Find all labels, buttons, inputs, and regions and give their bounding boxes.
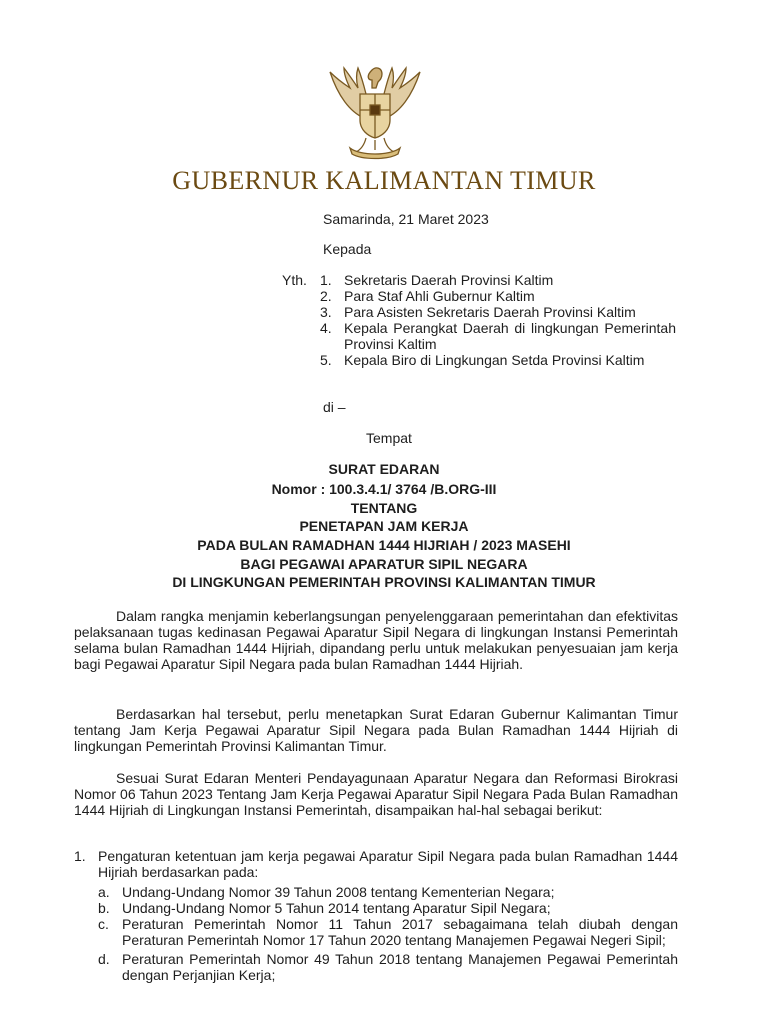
paragraph-text: Sesuai Surat Edaran Menteri Pendayagunaan Aparatur Negara dan Reformasi Birokrasi Nomor 06 Tahun 2023 Tentang Jam Kerja Pegawai Aparatur Sipil Negara Pada Bulan Ramadhan 1444 Hijriah di Lingkungan Instansi Pemerintah, disampaikan hal-hal sebagai berikut:: [74, 770, 678, 818]
list-item: [320, 272, 676, 288]
recipient-list: [320, 272, 676, 368]
body-paragraph-1: [74, 608, 678, 672]
basis-list: [74, 848, 678, 983]
heading-nomor: Nomor : 100.3.4.1/ 3764 /B.ORG-III: [271, 481, 497, 497]
sub-list-text: Undang-Undang Nomor 39 Tahun 2008 tentang Kementerian Negara;: [122, 884, 555, 900]
sub-list-letter: d.: [98, 951, 110, 967]
list-item: [320, 288, 676, 304]
place-date: Samarinda, 21 Maret 2023: [323, 211, 489, 227]
heading-surat-edaran: SURAT EDARAN: [328, 461, 440, 477]
yth-label: Yth.: [282, 272, 307, 288]
heading-subject-3: BAGI PEGAWAI APARATUR SIPIL NEGARA: [240, 556, 528, 572]
sub-list-text: Peraturan Pemerintah Nomor 49 Tahun 2018 tentang Manajemen Pegawai Pemerintah dengan Perjanjian Kerja;: [122, 951, 678, 983]
list-text: Pengaturan ketentuan jam kerja pegawai Aparatur Sipil Negara pada bulan Ramadhan 1444 Hijriah berdasarkan pada:: [98, 848, 678, 880]
list-item: [320, 352, 676, 368]
list-number: 1.: [320, 272, 332, 288]
sub-list-item: [98, 884, 678, 900]
sub-list: [98, 884, 678, 983]
list-text: Kepala Biro di Lingkungan Setda Provinsi Kaltim: [344, 352, 645, 368]
heading-subject-4: DI LINGKUNGAN PEMERINTAH PROVINSI KALIMANTAN TIMUR: [172, 574, 596, 590]
body-paragraph-2: [74, 706, 678, 754]
list-text: Para Asisten Sekretaris Daerah Provinsi Kaltim: [344, 304, 636, 320]
sub-list-item: [98, 900, 678, 916]
list-item: [320, 304, 676, 320]
list-item: [320, 320, 676, 352]
paragraph-text: Dalam rangka menjamin keberlangsungan penyelenggaraan pemerintahan dan efektivitas pelaksanaan tugas kedinasan Pegawai Aparatur Sipil Negara di lingkungan Instansi Pemerintah selama bulan Ramadhan 1444 Hijriah, dipandang perlu untuk melakukan penyesuaian jam kerja bagi Pegawai Aparatur Sipil Negara pada bulan Ramadhan 1444 Hijriah.: [74, 608, 678, 672]
garuda-emblem-icon: [320, 60, 430, 160]
heading-subject-2: PADA BULAN RAMADHAN 1444 HIJRIAH / 2023 MASEHI: [197, 537, 571, 553]
sub-list-text: Peraturan Pemerintah Nomor 11 Tahun 2017 sebagaimana telah diubah dengan Peraturan Pemerintah Nomor 17 Tahun 2020 tentang Manajemen Pegawai Negeri Sipil;: [122, 916, 678, 948]
sub-list-item: [98, 916, 678, 948]
list-number: 1.: [74, 848, 86, 864]
governor-title: GUBERNUR KALIMANTAN TIMUR: [172, 166, 596, 195]
list-text: Kepala Perangkat Daerah di lingkungan Pemerintah Provinsi Kaltim: [344, 320, 676, 352]
body-paragraph-3: [74, 770, 678, 818]
list-text: Para Staf Ahli Gubernur Kaltim: [344, 288, 535, 304]
list-text: Sekretaris Daerah Provinsi Kaltim: [344, 272, 554, 288]
sub-list-letter: b.: [98, 900, 110, 916]
list-number: 3.: [320, 304, 332, 320]
heading-tentang: TENTANG: [350, 500, 418, 516]
list-item: [74, 848, 678, 983]
list-number: 5.: [320, 352, 332, 368]
sub-list-letter: a.: [98, 884, 110, 900]
sub-list-item: [98, 951, 678, 983]
list-number: 2.: [320, 288, 332, 304]
list-number: 4.: [320, 320, 332, 336]
paragraph-text: Berdasarkan hal tersebut, perlu menetapkan Surat Edaran Gubernur Kalimantan Timur tentang Jam Kerja Pegawai Aparatur Sipil Negara pada Bulan Ramadhan 1444 Hijriah di lingkungan Pemerintah Provinsi Kalimantan Timur.: [74, 706, 678, 754]
sub-list-letter: c.: [98, 916, 109, 932]
tempat-label: Tempat: [366, 430, 412, 446]
di-label: di –: [323, 399, 346, 415]
heading-subject-1: PENETAPAN JAM KERJA: [299, 518, 469, 534]
kepada-label: Kepada: [323, 241, 372, 257]
sub-list-text: Undang-Undang Nomor 5 Tahun 2014 tentang Aparatur Sipil Negara;: [122, 900, 551, 916]
